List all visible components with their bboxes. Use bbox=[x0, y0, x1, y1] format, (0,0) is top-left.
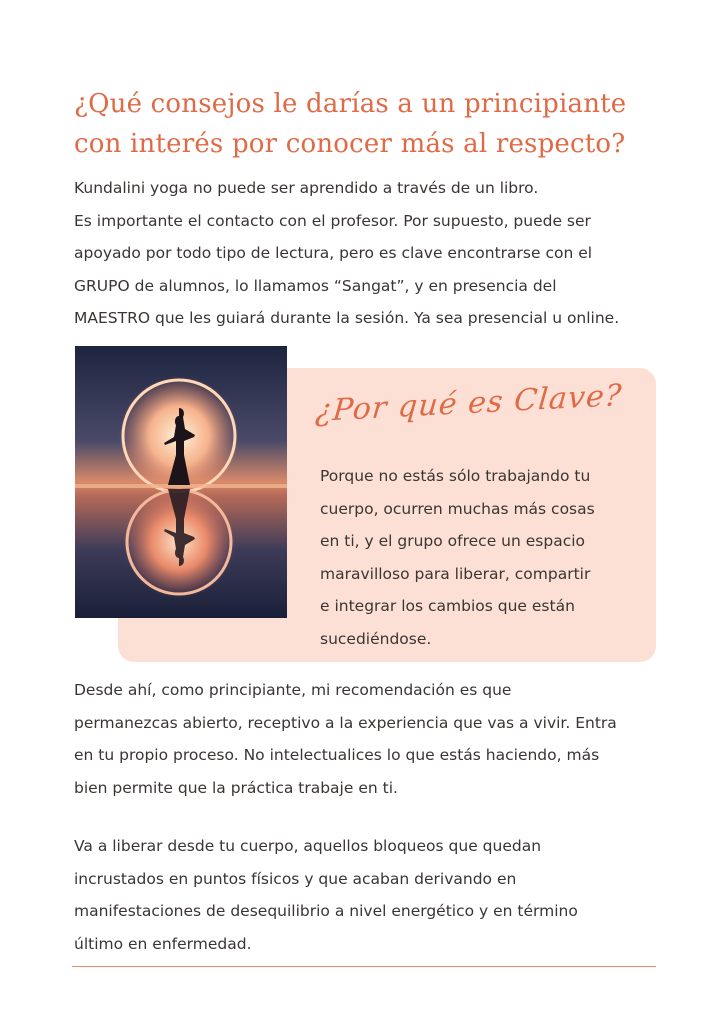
callout-line: maravilloso para liberar, compartir bbox=[320, 564, 591, 583]
paragraph-line: bien permite que la práctica trabaje en ti. bbox=[74, 778, 398, 797]
callout-line: sucediéndose. bbox=[320, 629, 432, 648]
page-title bbox=[74, 84, 694, 164]
title-line: ¿Qué consejos le darías a un principiante bbox=[74, 89, 627, 119]
paragraph-line: Desde ahí, como principiante, mi recomendación es que bbox=[74, 681, 512, 699]
callout-text bbox=[320, 460, 640, 655]
paragraph-line: permanezcas abierto, receptivo a la experiencia que vas a vivir. Entra bbox=[74, 713, 617, 732]
intro-line: Kundalini yoga no puede ser aprendido a través de un libro. bbox=[74, 179, 539, 197]
divider-line bbox=[72, 966, 656, 967]
callout-line: Porque no estás sólo trabajando tu bbox=[320, 467, 591, 485]
meditation-photo bbox=[75, 346, 287, 618]
paragraph-line: incrustados en puntos físicos y que acaban derivando en bbox=[74, 869, 517, 888]
paragraph-line: último en enfermedad. bbox=[74, 934, 252, 953]
release-paragraph bbox=[74, 830, 714, 960]
callout-title: ¿Por qué es Clave? bbox=[314, 378, 624, 429]
title-line: con interés por conocer más al respecto? bbox=[74, 129, 626, 159]
callout-line: en ti, y el grupo ofrece un espacio bbox=[320, 532, 586, 550]
paragraph-line: en tu propio proceso. No intelectualices lo que estás haciendo, más bbox=[74, 746, 600, 764]
paragraph-line: manifestaciones de desequilibrio a nivel energético y en término bbox=[74, 902, 578, 920]
intro-line: GRUPO de alumnos, lo llamamos “Sangat”, y en presencia del bbox=[74, 276, 557, 295]
intro-paragraph bbox=[74, 172, 714, 335]
callout-line: e integrar los cambios que están bbox=[320, 597, 575, 615]
intro-line: MAESTRO que les guiará durante la sesión. Ya sea presencial u online. bbox=[74, 309, 620, 327]
paragraph-line: Va a liberar desde tu cuerpo, aquellos bloqueos que quedan bbox=[74, 837, 542, 855]
intro-line: apoyado por todo tipo de lectura, pero es clave encontrarse con el bbox=[74, 244, 593, 262]
callout-line: cuerpo, ocurren muchas más cosas bbox=[320, 499, 595, 518]
intro-line: Es importante el contacto con el profesor. Por supuesto, puede ser bbox=[74, 211, 591, 230]
advice-paragraph bbox=[74, 674, 714, 804]
